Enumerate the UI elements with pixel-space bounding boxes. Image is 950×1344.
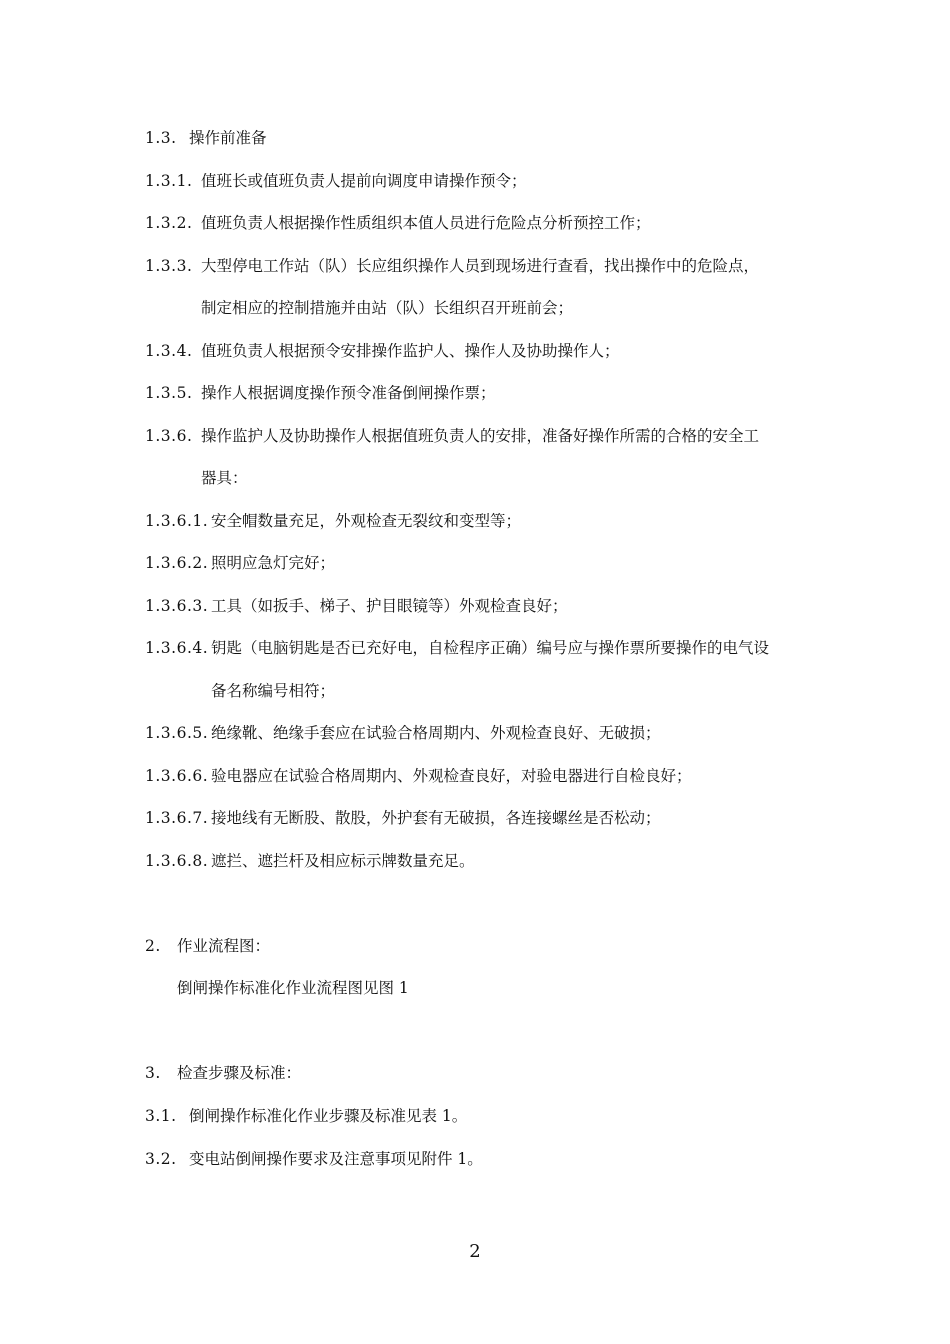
item-3-1 [145,1106,467,1126]
item-1-3-6-4 [145,638,769,658]
heading-2 [145,936,270,956]
item-1-3-6-2 [145,553,335,573]
item-1-3-3 [145,256,759,276]
section-number: 1.3.5. [145,384,193,402]
item-3-2 [145,1149,483,1169]
section-number: 1.3.6.8. [145,852,209,870]
section-text: 作业流程图： [177,937,271,955]
section-number: 1.3.2. [145,214,193,232]
heading-1-3 [145,128,267,148]
section-number: 1.3.6. [145,427,193,445]
section-number: 1.3.6.7. [145,809,209,827]
section-number: 3.1. [145,1107,177,1125]
item-1-3-3-continuation: 制定相应的控制措施并由站（队）长组织召开班前会； [201,299,574,317]
section-number: 1.3.6.3. [145,597,209,615]
section-number: 3. [145,1064,161,1082]
section-text: 遮拦、遮拦杆及相应标示牌数量充足。 [211,852,475,870]
section-number: 1.3.6.5. [145,724,209,742]
section-number: 2. [145,937,161,955]
section-text: 钥匙（电脑钥匙是否已充好电，自检程序正确）编号应与操作票所要操作的电气设 [211,639,770,657]
item-1-3-1 [145,171,527,191]
section-text: 接地线有无断股、散股，外护套有无破损，各连接螺丝是否松动； [211,809,661,827]
item-1-3-6-6 [145,766,692,786]
item-1-3-5 [145,383,496,403]
section-text: 照明应急灯完好； [211,554,336,572]
section-text: 绝缘靴、绝缘手套应在试验合格周期内、外观检查良好、无破损； [211,724,661,742]
item-1-3-6-4-continuation: 备名称编号相符； [211,682,336,700]
section-number: 1.3.6.4. [145,639,209,657]
item-1-3-6-3 [145,596,568,616]
item-1-3-2 [145,213,651,233]
page-number: 2 [469,1241,481,1262]
section-text: 验电器应在试验合格周期内、外观检查良好，对验电器进行自检良好； [211,767,692,785]
section-text: 变电站倒闸操作要求及注意事项见附件 1。 [189,1150,483,1168]
section-number: 1.3.6.6. [145,767,209,785]
section-number: 1.3.3. [145,257,193,275]
section-text: 工具（如扳手、梯子、护目眼镜等）外观检查良好； [211,597,568,615]
item-1-3-6-8 [145,851,475,871]
section-text: 值班负责人根据预令安排操作监护人、操作人及协助操作人； [201,342,620,360]
item-1-3-6-continuation: 器具： [201,469,248,487]
page-footer [0,1240,950,1264]
section-text: 安全帽数量充足，外观检查无裂纹和变型等； [211,512,522,530]
section-number: 1.3.1. [145,172,193,190]
section-text: 大型停电工作站（队）长应组织操作人员到现场进行查看，找出操作中的危险点， [201,257,760,275]
section-number: 1.3.6.1. [145,512,209,530]
section-text: 检查步骤及标准： [177,1064,302,1082]
section-text: 操作监护人及协助操作人根据值班负责人的安排，准备好操作所需的合格的安全工 [201,427,760,445]
section-text: 操作前准备 [189,129,267,147]
item-1-3-6 [145,426,759,446]
section-number: 1.3.4. [145,342,193,360]
item-1-3-6-7 [145,808,661,828]
section-number: 1.3. [145,129,177,147]
section-text: 倒闸操作标准化作业步骤及标准见表 1。 [189,1107,468,1125]
heading-3 [145,1063,301,1083]
section-text: 值班负责人根据操作性质组织本值人员进行危险点分析预控工作； [201,214,651,232]
section-text: 值班长或值班负责人提前向调度申请操作预令； [201,172,527,190]
section-number: 1.3.6.2. [145,554,209,572]
item-1-3-6-1 [145,511,521,531]
section-text: 操作人根据调度操作预令准备倒闸操作票； [201,384,496,402]
section-number: 3.2. [145,1150,177,1168]
item-1-3-6-5 [145,723,661,743]
item-1-3-4 [145,341,620,361]
heading-2-body: 倒闸操作标准化作业流程图见图 1 [177,979,409,997]
